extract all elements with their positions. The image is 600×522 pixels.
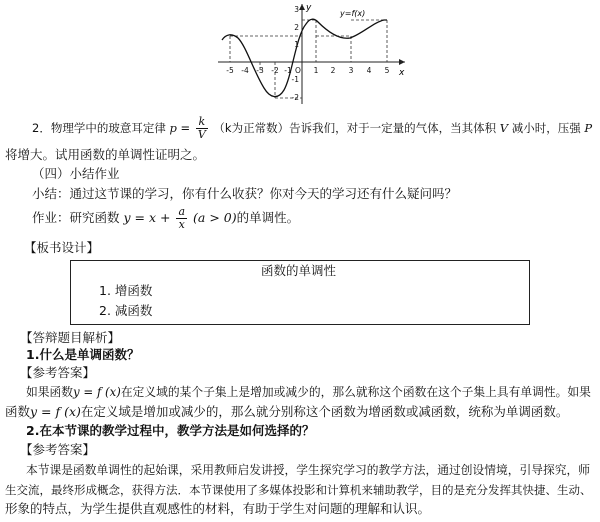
- zuoye-func: y = x +: [123, 210, 171, 225]
- answer-1-line1: 如果函数y = f (x)在定义域的某个子集上是增加或减少的，那么就称这个函数在这个子集上具有单调性。如果: [26, 385, 591, 399]
- function-curve: [222, 19, 387, 96]
- y-tick: 1: [294, 40, 299, 49]
- function-graph: [0, 0, 600, 110]
- question-1: 1.什么是单调函数？: [26, 347, 140, 362]
- para2-V: V: [499, 121, 509, 135]
- board-heading: 【板书设计】: [24, 240, 100, 255]
- qa-heading: 【答辩题目解析】: [20, 330, 121, 345]
- x-tick: -5: [226, 66, 234, 75]
- para2-prefix: 2．物理学中的玻意耳定律: [32, 121, 166, 135]
- x-tick: 1: [313, 66, 319, 75]
- y-tick: -2: [291, 93, 299, 102]
- para2-p2: P: [584, 121, 593, 135]
- para2-paren: （: [213, 121, 225, 135]
- board-item-1: 1. 增函数: [99, 283, 153, 298]
- para2-mid: 减小时，压强: [511, 121, 581, 135]
- y-tick: 3: [294, 5, 299, 14]
- k-over-V-fraction: $\frac{k}{V}$: [197, 115, 206, 141]
- x-tick: 2: [330, 66, 336, 75]
- y-axis-arrow: [299, 4, 305, 10]
- answer-2-line3: 形象的特点，为学生提供直观感性的材料，有助于学生对问题的理解和认识。: [5, 501, 431, 516]
- x-tick: O: [295, 66, 301, 75]
- y-tick: 2: [294, 23, 299, 32]
- summary-zuoye: [32, 206, 299, 231]
- a-over-x-fraction: $\frac{a}{x}$: [178, 205, 186, 231]
- zuoye-suffix: 的单调性。: [236, 210, 300, 225]
- answer-1-heading: 【参考答案】: [20, 365, 96, 380]
- zuoye-prefix: 作业：研究函数: [32, 210, 120, 225]
- board-title: 函数的单调性: [261, 263, 337, 278]
- answer-1-line2: 函数y = f (x)在定义域是增加或减少的，那么就分别称这个函数为增函数或减函数，统称为单调函数。: [5, 404, 569, 419]
- x-tick: 3: [348, 66, 354, 75]
- x-tick: -2: [271, 66, 279, 75]
- x-tick: -4: [241, 66, 249, 75]
- question-2: 2.在本节课的教学过程中，教学方法是如何选择的？: [26, 423, 315, 438]
- answer-2-line1: 本节课是函数单调性的起始课，采用教师启发讲授，学生探究学习的教学方法，通过创设情境，引导探究，师: [26, 463, 590, 477]
- para2-equals: =: [180, 121, 191, 135]
- para2-suffix: ）告诉我们，对于一定量的气体，当其体积: [277, 121, 497, 135]
- summary-heading: （四）小结作业: [32, 166, 120, 181]
- answer-2-line2: 生交流，最终形成概念，获得方法．本节课使用了多媒体投影和计算机来辅助教学，目的是充分发挥其快捷、生动、: [5, 483, 592, 497]
- para2-p: p: [169, 121, 177, 135]
- x-axis-label: x: [399, 68, 405, 78]
- x-axis-arrow: [399, 59, 405, 65]
- zuoye-cond: (a > 0): [193, 210, 237, 225]
- x-tick: 5: [384, 66, 390, 75]
- y-axis-label: y: [306, 3, 312, 13]
- para2-k-note: k为正常数: [224, 121, 278, 135]
- x-tick: 4: [366, 66, 372, 75]
- summary-xiaojie: 小结：通过这节课的学习，你有什么收获？你对今天的学习还有什么疑问吗？: [32, 186, 458, 201]
- para2-line2: 将增大。试用函数的单调性证明之。: [5, 147, 206, 162]
- y-tick: -1: [291, 75, 299, 84]
- para2-line1: [32, 116, 592, 141]
- board-design-box: [70, 260, 530, 325]
- answer-2-heading: 【参考答案】: [20, 442, 96, 457]
- x-tick: -3: [256, 66, 264, 75]
- board-item-2: 2. 减函数: [99, 303, 153, 318]
- x-tick: -1: [284, 66, 292, 75]
- function-label: y=f(x): [340, 9, 366, 18]
